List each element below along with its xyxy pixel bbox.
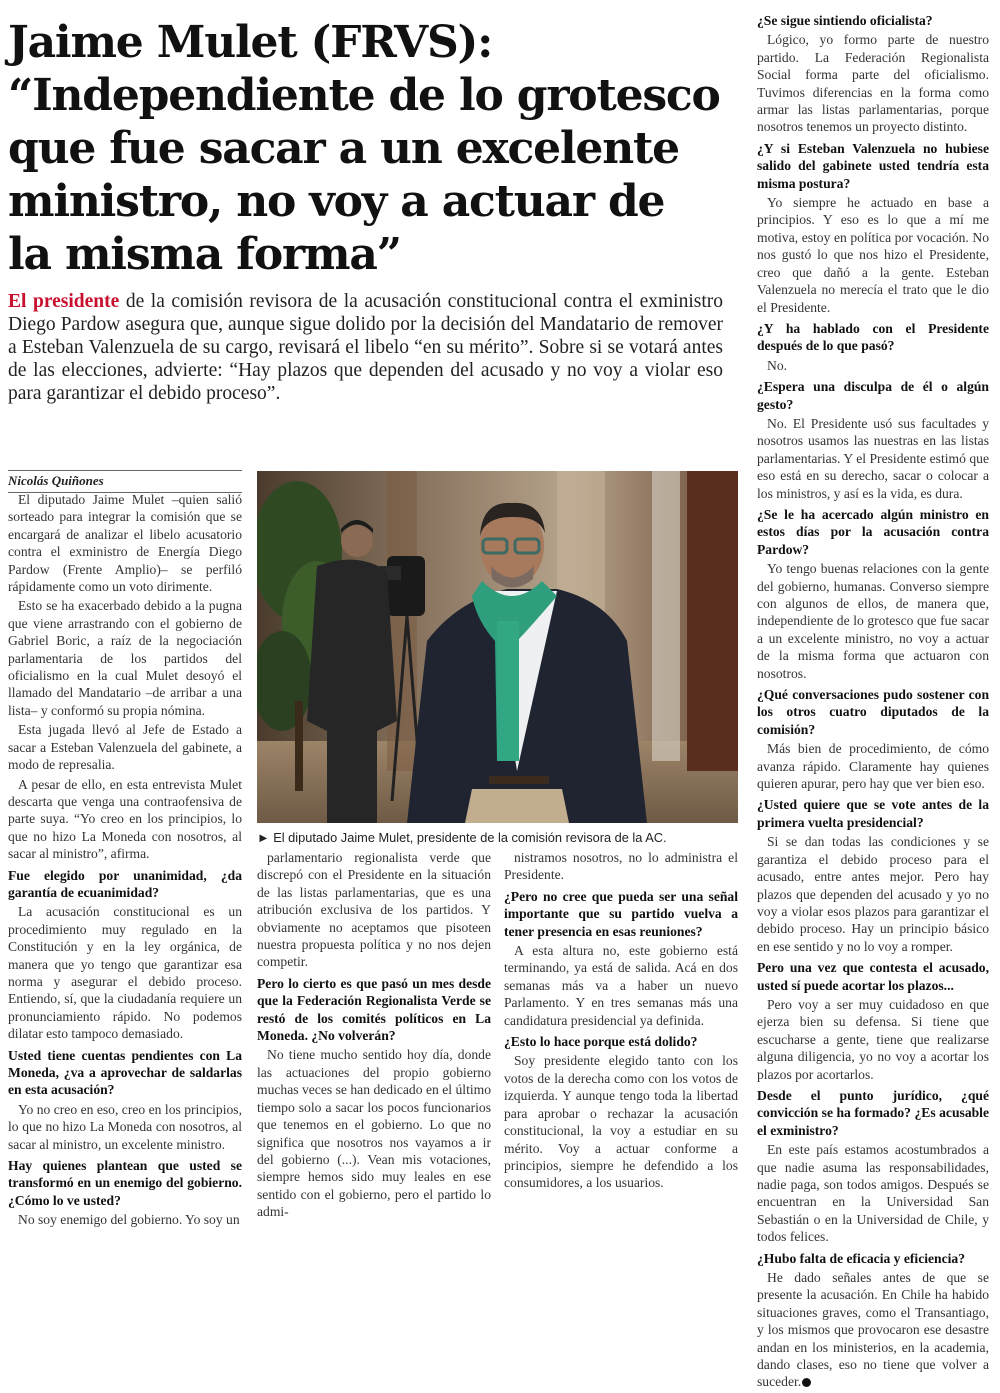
interview-question xyxy=(8,1047,242,1099)
question-text: ¿Se le ha acercado algún ministro en estos días por la acusación contra Pardow? xyxy=(757,506,989,557)
question-text: ¿Se sigue sintiendo oficialista? xyxy=(757,13,933,28)
question-text: ¿Pero no cree que pueda ser una señal importante que su partido vuelva a tener presencia en esas reuniones? xyxy=(504,888,738,939)
interview-question xyxy=(757,378,989,413)
question-text: ¿Qué conversaciones pudo sostener con los otros cuatro diputados de la comisión? xyxy=(757,687,989,737)
question-text: Pero lo cierto es que pasó un mes desde que la Federación Regionalista Verde se restó de los comités políticos en La Moneda. ¿No volverán? xyxy=(257,975,491,1044)
paragraph-text: Yo siempre he actuado en base a principios. Y eso es lo que a mí me motiva, estoy en política por vocación. No nos gustó lo que nos hizo el Presidente, creo que dañó a la gente. Esteban Valenzuela no merecía el trato que le dio el Presidente. xyxy=(757,195,989,315)
interview-question xyxy=(8,1157,242,1209)
interview-question xyxy=(504,888,738,940)
body-paragraph xyxy=(8,491,242,595)
body-paragraph xyxy=(504,849,738,884)
paragraph-text: He dado señales antes de que se presente la acusación. En Chile ha habido situaciones graves, como el Transantiago, y los mismos que provocaron ese desastre andan en los ministerios, en la academia, dando clases, eso no tiene que volver a suceder. xyxy=(757,1270,989,1390)
paragraph-text: Esto se ha exacerbado debido a la pugna que viene arrastrando con el gobierno de Gabriel Boric, a raíz de la negociación parlamentaria de los partidos del oficialismo en la cual Mulet desoyó el llamado del Mandatario –de arribar a una lista– y conformó su propia nómina. xyxy=(8,598,242,718)
interview-question xyxy=(757,686,989,738)
lead-paragraph xyxy=(8,290,723,405)
paragraph-text: Esta jugada llevó al Jefe de Estado a sacar a Esteban Valenzuela del gabinete, a modo de represalia. xyxy=(8,722,242,773)
body-paragraph xyxy=(757,194,989,316)
interview-question xyxy=(8,867,242,902)
paragraph-text: nistramos nosotros, no lo administra el Presidente. xyxy=(504,850,738,883)
body-paragraph xyxy=(757,357,989,374)
paragraph-text: No soy enemigo del gobierno. Yo soy un xyxy=(18,1212,240,1228)
interview-question xyxy=(757,140,989,192)
body-paragraph xyxy=(504,942,738,1029)
question-text: Desde el punto jurídico, ¿qué convicción se ha formado? ¿Es acusable el exministro? xyxy=(757,1087,989,1138)
question-text: ¿Y si Esteban Valenzuela no hubiese salido del gabinete usted tendría esta misma postura? xyxy=(757,140,989,191)
article-column-2 xyxy=(257,849,491,1223)
body-paragraph xyxy=(757,1269,989,1391)
paragraph-text: A esta altura no, este gobierno está terminando, ya está de salida. Acá en dos semanas más va a haber un nuevo Parlamento. Y en tres semanas más una candidatura presidencial ya definida. xyxy=(504,943,738,1028)
paragraph-text: Yo no creo en eso, creo en los principios, lo que no hizo La Moneda con nosotros, al sacar al ministro, un excelente ministro. xyxy=(8,1101,242,1152)
paragraph-text: No. El Presidente usó sus facultades y nosotros usamos las nuestras en las listas parlamentarias. Y el Presidente estimó que eso está en su derecho, sacar o colocar a los ministros, y así es la vida, es dura. xyxy=(757,415,989,501)
question-text: ¿Usted quiere que se vote antes de la primera vuelta presidencial? xyxy=(757,797,989,830)
headline-line: Jaime Mulet (FRVS): xyxy=(8,17,493,68)
body-paragraph xyxy=(8,1101,242,1153)
interview-question xyxy=(757,320,989,355)
photo-illustration xyxy=(257,471,738,823)
body-paragraph xyxy=(504,1052,738,1191)
paragraph-text: No. xyxy=(767,357,788,373)
paragraph-text: Soy presidente elegido tanto con los votos de la derecha como con los votos de izquierda. Y aunque tengo toda la libertad para aprobar o rechazar la acusación constitucional, la voy a estudiar en su mérito. Voy a actuar conforme a principios, siempre he defendido a los consumidores, a los usuarios. xyxy=(504,1053,738,1191)
article-column-3 xyxy=(504,849,738,1194)
body-paragraph xyxy=(8,721,242,773)
headline-line: ministro, no voy a actuar de xyxy=(8,176,665,227)
paragraph-text: La acusación constitucional es un procedimiento muy regulado en la Constitución y en la ley orgánica, de manera que yo tengo que garantizar esa norma y asegurar el debido proceso. Entiendo, sí, que la ciudadanía requiere un pronunciamiento rápido. No podemos dilatar esto tampoco demasiado. xyxy=(8,904,242,1042)
body-paragraph xyxy=(8,903,242,1042)
headline-line: que fue sacar a un excelente xyxy=(8,123,679,174)
question-text: ¿Esto lo hace porque está dolido? xyxy=(504,1034,698,1050)
body-paragraph xyxy=(257,1046,491,1220)
interview-question xyxy=(504,1033,738,1050)
question-text: ¿Hubo falta de eficacia y eficiencia? xyxy=(757,1250,966,1266)
body-paragraph xyxy=(757,833,989,955)
paragraph-text: El diputado Jaime Mulet –quien salió sorteado para integrar la comisión que se encargará de analizar el libelo acusatorio contra el exministro de Energía Diego Pardow (Frente Amplio)– se perfiló rápidamente como un voto dirimente. xyxy=(8,492,242,595)
question-text: ¿Espera una disculpa de él o algún gesto? xyxy=(757,379,989,412)
body-paragraph xyxy=(757,996,989,1083)
body-paragraph xyxy=(8,1211,242,1228)
end-of-article-icon xyxy=(802,1378,811,1387)
interview-question xyxy=(757,1087,989,1139)
interview-question xyxy=(757,1250,989,1267)
question-text: Pero una vez que contesta el acusado, usted sí puede acortar los plazos... xyxy=(757,960,989,993)
body-paragraph xyxy=(257,849,491,971)
interview-question xyxy=(757,12,989,29)
body-paragraph xyxy=(8,776,242,863)
photo-caption: ► El diputado Jaime Mulet, presidente de la comisión revisora de la AC. xyxy=(257,830,667,845)
headline xyxy=(8,16,728,281)
interview-question xyxy=(757,796,989,831)
question-text: ¿Y ha hablado con el Presidente después de lo que pasó? xyxy=(757,320,989,354)
body-paragraph xyxy=(757,31,989,135)
body-paragraph xyxy=(757,560,989,682)
paragraph-text: En este país estamos acostumbrados a que nadie asuma las responsabilidades, nadie paga, son todos amigos. Después se encuentran en la Universidad San Sebastián o en la Universidad de Chile, y todos felices. xyxy=(757,1142,989,1245)
headline-line: la misma forma” xyxy=(8,229,401,280)
paragraph-text: parlamentario regionalista verde que discrepó con el Presidente en la situación de las listas parlamentarias, que es una atribución exclusiva de los partidos. Y obviamente no aceptamos que pisoteen nuestra propuesta política y no nos dejen competir. xyxy=(257,850,491,970)
headline-line: “Independiente de lo grotesco xyxy=(8,70,720,121)
interview-question xyxy=(757,959,989,994)
body-paragraph xyxy=(757,1141,989,1245)
paragraph-text: Pero voy a ser muy cuidadoso en que ejerza bien su defensa. Si tiene que escucharse a gente, tiene que realizarse alguna diligencia, yo no voy a acortar los plazos por acortarlos. xyxy=(757,996,989,1082)
paragraph-text: Si se dan todas las condiciones y se garantiza el debido proceso para el acusado, entre antes mejor. Pero hay plazos que dependen del acusado y yo no voy a violar esos plazos para garantizar el debido proceso. Hay un principio básico en ese sentido y no lo voy a romper. xyxy=(757,834,989,954)
body-paragraph xyxy=(757,740,989,792)
question-text: Hay quienes plantean que usted se transformó en un enemigo del gobierno. ¿Cómo lo ve usted? xyxy=(8,1158,242,1208)
interview-question xyxy=(757,506,989,558)
lead-kicker: El presidente xyxy=(8,291,120,312)
paragraph-text: Más bien de procedimiento, de cómo avanza rápido. Claramente hay quienes quieren apurar, pero hay que ver bien eso. xyxy=(757,741,989,792)
article-column-4 xyxy=(757,12,989,1393)
paragraph-text: No tiene mucho sentido hoy día, donde las actuaciones del propio gobierno muchas veces se han dedicado en el último tiempo solo a sacar los pocos funcionarios que tenemos en el gobierno. Lo que no significa que nosotros nos vayamos a ir del gobierno (...). Vean mis votaciones, siempre hemos sido muy leales en ese sentido con el gobierno, pero el partido lo admi- xyxy=(257,1047,491,1220)
body-paragraph xyxy=(757,415,989,502)
paragraph-text: Lógico, yo formo parte de nuestro partido. La Federación Regionalista Social forma parte del oficialismo. Tuvimos diferencias en la forma como armar las listas parlamentarias, porque nosotros tenemos un proyecto distinto. xyxy=(757,32,989,135)
article-column-1 xyxy=(8,491,242,1231)
article-photo xyxy=(257,471,738,823)
paragraph-text: Yo tengo buenas relaciones con la gente del gobierno, humanas. Converso siempre con algunos de ellos, de manera que, independiente de lo grotesco que fue sacar a un excelente ministro, no voy a actuar de la misma forma que actuaron con nosotros. xyxy=(757,561,989,681)
question-text: Usted tiene cuentas pendientes con La Moneda, ¿va a aprovechar de saldarlas en esta acusación? xyxy=(8,1047,242,1098)
paragraph-text: A pesar de ello, en esta entrevista Mulet descarta que venga una contraofensiva de parte suya. “Yo creo en los principios, lo que no hizo La Moneda con nosotros, al sacar al ministro”, afirma. xyxy=(8,776,242,862)
body-paragraph xyxy=(8,597,242,719)
interview-question xyxy=(257,975,491,1045)
question-text: Fue elegido por unanimidad, ¿da garantía de ecuanimidad? xyxy=(8,867,242,900)
byline: Nicolás Quiñones xyxy=(8,470,242,493)
lead-text: de la comisión revisora de la acusación constitucional contra el exministro Diego Pardow asegura que, aunque sigue dolido por la decisión del Mandatario de remover a Esteban Valenzuela de su cargo, revisará el libelo “en su mérito”. Sobre si se votará antes de las elecciones, advierte: “Hay plazos que dependen del acusado y no voy a violar eso para garantizar el debido proceso”. xyxy=(8,291,723,404)
